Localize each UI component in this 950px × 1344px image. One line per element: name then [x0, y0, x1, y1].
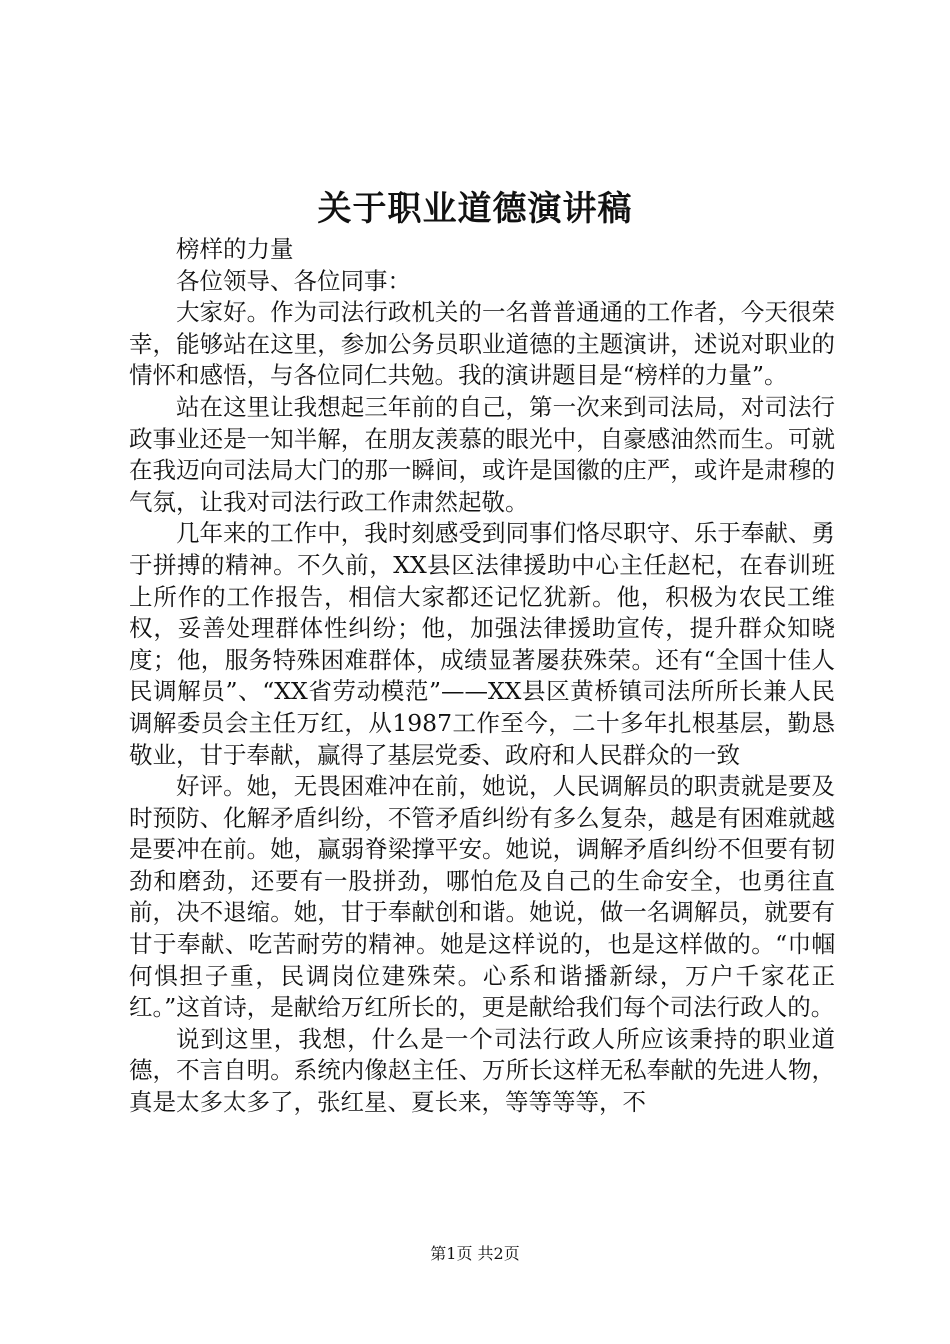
salutation: 各位领导、各位同事：	[176, 266, 411, 295]
body-paragraph: 说到这里，我想，什么是一个司法行政人所应该秉持的职业道德，不言自明。系统内像赵主任、万所长这样无私奉献的先进人物，真是太多太多了，张红星、夏长来，等等等等，不	[129, 1024, 835, 1117]
document-body	[129, 234, 835, 1119]
body-paragraph: 好评。她，无畏困难冲在前，她说，人民调解员的职责就是要及时预防、化解矛盾纠纷，不管矛盾纠纷有多么复杂，越是有困难就越是要冲在前。她，赢弱脊梁撑平安。她说，调解矛盾纠纷不但要有韧劲和磨劲，还要有一股拼劲，哪怕危及自己的生命安全，也勇往直前，决不退缩。她，甘于奉献创和谐。她说，做一名调解员，就要有甘于奉献、吃苦耐劳的精神。她是这样说的，也是这样做的。“巾帼何惧担子重，民调岗位建殊荣。心系和谐播新绿，万户千家花正红。”这首诗，是献给万红所长的，更是献给我们每个司法行政人的。	[129, 772, 835, 1022]
speech-subtitle: 榜样的力量	[176, 235, 294, 263]
body-paragraph: 大家好。作为司法行政机关的一名普普通通的工作者，今天很荣幸，能够站在这里，参加公务员职业道德的主题演讲，述说对职业的情怀和感悟，与各位同仁共勉。我的演讲题目是“榜样的力量”。	[129, 298, 835, 390]
body-paragraph: 几年来的工作中，我时刻感受到同事们恪尽职守、乐于奉献、勇于拼搏的精神。不久前，XX县区法律援助中心主任赵杞，在春训班上所作的工作报告，相信大家都还记忆犹新。他，积极为农民工维权，妥善处理群体性纠纷；他，加强法律援助宣传，提升群众知晓度；他，服务特殊困难群体，成绩显著屡获殊荣。还有“全国十佳人民调解员”、“XX省劳动模范”——XX县区黄桥镇司法所所长兼人民调解委员会主任万红，从1987工作至今，二十多年扎根基层，勤恳敬业，甘于奉献，赢得了基层党委、政府和人民群众的一致	[129, 519, 835, 769]
document-title: 关于职业道德演讲稿	[317, 189, 633, 229]
page-number-footer: 第1页 共2页	[430, 1244, 520, 1263]
body-paragraph: 站在这里让我想起三年前的自己，第一次来到司法局，对司法行政事业还是一知半解，在朋友羡慕的眼光中，自豪感油然而生。可就在我迈向司法局大门的那一瞬间，或许是国徽的庄严，或许是肃穆的气氛，让我对司法行政工作肃然起敬。	[129, 392, 835, 516]
